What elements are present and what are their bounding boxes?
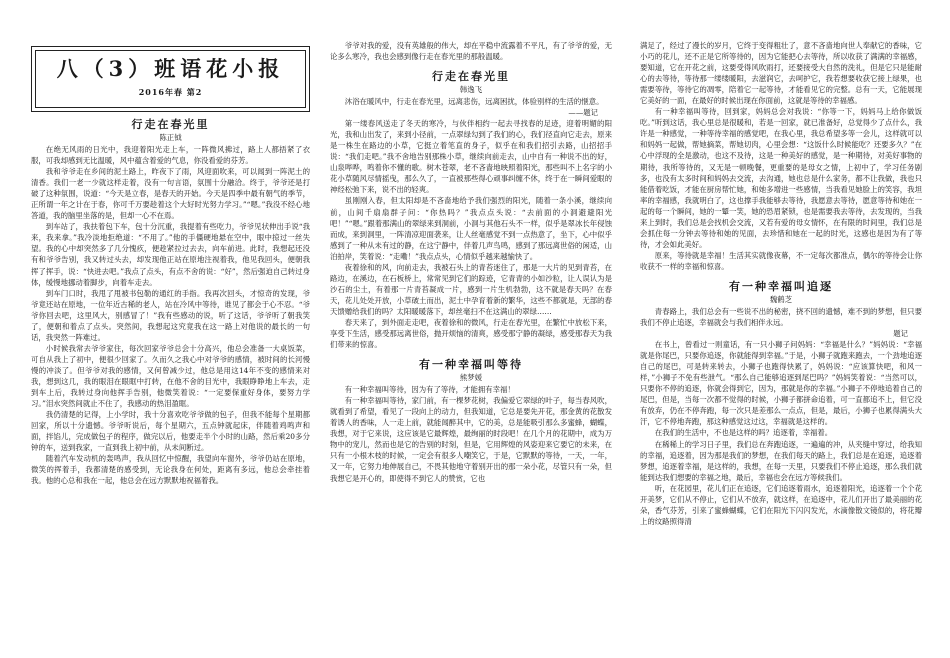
article-4-paragraph: 在我们的生活中，不也是这样的吗？追逐着，幸福着。 — [654, 428, 833, 438]
article-2-paragraph: 第一缕春风送走了冬天的寒冷，与伙伴相约一起去寻找春的足迹，迎着明媚的阳光，我和山出发了，来到小径前，一点翠绿勾到了我们的心，我们径直向它走去，原来是一株生在路边的小草，它挺立着笔直的身子，似乎在和我们招引去路，山招招手说：“我们走吧。”我不舍地告别那株小草，继续向前走去，山中自有一种说不出的好，山泉哔哗，鸣着你不懂的歌。树木苍翠，老不吝啬地映照着阳光，那些叫不上名字的小花小草随风尽情摇曳，那么久了，一直被那些得心顽事纠缠不休，终于在一瞬间爱眼的神经松弛下来，说不出的轻爽。 — [330, 119, 612, 195]
article-1-paragraph: 到车门口时，我甩了甩被书包勒的通红的手指。我再次回头，才惊奇的发现，爷爷竟还站在原地，一位年近古稀的老人，站在冷风中等待，谁见了都会于心不忍。“爷爷你回去吧，这里风大，别感冒了！”我有些感动的说，听了这话，爷爷听了朝我笑了，便朝和着点了点头。突然间，我想起这究竟我在这一路上对他说的最长的一句话，我突然一阵难过。 — [31, 288, 310, 342]
article-3-paragraph: 有一种幸福叫等待，因为有了等待，才能拥有幸福！ — [344, 385, 515, 395]
article-3-paragraph: 有一种幸福叫等待，家门前，有一棵梦花树，我偏爱它翠绿的叶子，每当春风吹，就看到了希望，看见了一段向上的动力，但我知道，它总是要先开花，那金黄的花散发着诱人的香味，人一走上前，就能闻醉其中，它的美，总是能吸引那么多蜜蜂，蝴蝶，我想，对于它来说，这应该是它最辉煌，最绚丽的时段吧！在几个月的花期中，成为万物中的宠儿，然而也是它的告别的时刻，但是，它用辉煌的风姿迎来它要它的未来，在只有一小根木枝的时候，一定会有很多人嘲笑它，于是，它默默的等待，一天，一年，又一年，它努力地伸展自己，不畏其他地守着别开出的那一朵小花，尽管只有一朵，但我想它是开心的，即使得不到它人的赞赏，它也 — [330, 396, 612, 483]
article-1-title: 行走在春光里 — [131, 118, 210, 131]
article-1-continuation: 爷爷对我的爱，没有英雄般的伟大，却在平稳中流露着不平凡，有了爷爷的爱，无论多么寒冷，我也会感到像行走在春光里的那般温暖。 — [330, 41, 612, 62]
article-1-paragraph: 随着汽车发动机的轰鸣声，我从回忆中惊醒，我望向车窗外，爷爷仍站在原地，微笑的挥着手，我都清楚的感受到，无论我身在何处，距离有多远，他总会牵挂着我。他的心总和我在一起，他总会在远方默默地祝福着我。 — [31, 454, 310, 486]
column-3 — [640, 40, 922, 648]
article-1-paragraph: 到车站了，我扶着包下车，包十分沉重，我提着有些吃力，爷爷见状伸出手说“我来，我来拿。”我冷淡地拒绝道：“不用了。”他的手僵硬地悬在空中，眼中掠过一丝失望。我的心中却突然多了几分愧疚，便趁紧拉过去去，向车前进。此时，我想起还没有和爷爷告别，我又转过头去，却发现他正站在原地注视着我，他见我回头，便朝我挥了挥手，说：“快进去吧。”我点了点头，有点不舍的说：“好”，然后强迫自己转过身体，缓慢地挪动着脚步，向着车走去。 — [31, 222, 310, 287]
article-2-paragraph: 夜着徐和的风，向前走去，我被石头上的青苔迷住了，那是一大片的见到青苔，在路边，在溪边，在石板桥上，常常见到它们的踪迹，它青青的小如沙粒，让人误认为是沙石的尘土，有着那一片青苔凝成一片，感到一片生机勃勃，这不就是春天吗？在春天，花儿处处开放，小草破土而出，泥土中孕育着新的繁华，这些不都就是，无部的春天馈赠给我们的吗？太阳暖暖落下，却丝毫扫不在这满山的翠绿…… — [330, 262, 612, 316]
newspaper-title: 八（3）班语花小报 — [56, 56, 285, 81]
article-4-paragraph: 在书上，曾看过一则童话，有一只小狮子问妈妈：“幸福是什么？”妈妈说：“幸福就是你尾巴，只要你追逐，你就能得到幸福。”于是，小狮子就跑来跑去，一个劲地追逐自己的尾巴，可是转来转去，小狮子也跑得快累了，妈妈说：“应该算快吧，和风一样，”小狮子不免有些泄气。“那么自己能够追逐到尾巴吗？”妈妈笑着说：“当然可以，只要你不停的追逐，你就会得到它，因为，那就是你的幸福。”小狮子不停地追着自己的尾巴，但是，当每一次都不觉得的时候，小狮子都拼命追着，可一直都追不上，但它没有放弃，仍在不停奔跑，每一次只是差那么一点点，但是，最后，小狮子也累得满头大汗，它不停地奔跑，那这种感觉这过这，幸福就是这样的。 — [640, 340, 922, 427]
article-2-paragraph: 春天来了，到外面走走吧，夜着徐和的微风，行走在春光里，在繁忙中放松下来，享受下生活，感受那远离世俗，抛开烦恼的清爽，感受那宁静的凝绿，感受那春天为我们带来的惊喜。 — [330, 317, 612, 350]
article-4-paragraph: 在稀稀上的学习日子里，我们总在奔跑追逐，一遍遍的冲，从夹缝中穿过，给我知的幸福，追逐着，因为那是我们的梦想，在我们每天的路上，我们总是在追逐，追逐着梦想，追逐着幸福，是这样的，我想，在每一天里，只要我们不停止追逐，那么我们就能到达我们想要的幸福之地，最后，幸福也会在远方等候我们。 — [640, 439, 922, 482]
article-1-author: 陈正钺 — [159, 133, 182, 142]
article-2-signoff: ——题记 — [568, 108, 598, 118]
article-1-paragraph: 在绝无风雨的日光中，我迎着阳光走上车，一阵微风拂过，路上人都捂紧了衣服，可我却感到无比温暖，风中蕴含着爱的气息，你没看爱的芬芳。 — [31, 145, 310, 166]
article-1-paragraph: 我和爷爷走在乡间的泥土路上，昨夜下了雨，风迎面吹来，可以闻到一阵泥土的清香。我们一老一少就这样走着，没有一句言语，氛围十分融洽。终于，爷爷还是打破了这种氛围，说道：“今天是立春，是春天的开始。今天是四季中最有朝气的季节，正所谓一年之计在于春，你可千万要趁着这个大好时光努力学习。”“嗯。”我没不经心地答道，我的脑里坐落的是，但却一心不在焉。 — [31, 167, 310, 221]
article-2-author: 韩逸飞 — [459, 85, 483, 95]
article-4-title: 有一种幸福叫追逐 — [729, 279, 833, 293]
column-2 — [330, 40, 612, 648]
issue-line: 2016年春 第2 — [138, 87, 203, 97]
article-3-paragraph: 原来，等待就是幸福！生活其实就像夜幕，不一定每次都准点，偶尔的等待会让你收获不一样的幸福和惊喜。 — [640, 250, 922, 271]
article-4-signoff: 题记 — [893, 329, 908, 339]
article-2-paragraph: 虽刚刚入春，但太阳却是不吝啬地给予我们强烈的阳光，随着一条小溪，继续向前，山间千扇扇群子问：“你热吗？”我点点头说：“去前面的小洞避避阳光吧！”“嗯。”跟着那满山的翠绿来到洞前，小洞与其他石头不一样，似乎是翠冰长年侵蚀而成，来到洞里，一阵清凉迎面袭来，让人丝毫感觉不到一点热意了，坐下，心中似乎感到了一种从未有过的静，在这宁静中，伴着几声鸟鸣，感到了那远离世俗的闲适，山泊拍岸，笑着说：“走嘞！”我点点头，心情似乎越来越愉快了。 — [330, 196, 612, 261]
article-3-title: 有一种幸福叫等待 — [419, 358, 523, 372]
article-3-paragraph: 有一种幸福叫等待，回到家，妈妈总会对我说：“你等一下，妈妈马上给你做饭吃。”听到这话，我心里总是很暖和，若是一回家，就已准备好，总觉得少了点什么，我许是一种感觉，一种等待幸福的感觉吧，在我心里，我总希望多等一会儿，这样就可以和妈妈一起做，帮她摘菜，帮她切肉，心里会想：“这饭什么时候能吃？还要多久？”在心中浮现的全是激动，也这不及待，这是一种美好的感觉，是一种期待，对美好事物的期待，我所等待的，又无是一顿晚餐，更重要的是母女之情，上初中了，学习任务剧多，也没有太多时间和妈妈去交流，去沟通，她也总是什么家务，都不让我做，我也只能借着吃饭，才能在厨房帮忙她，和她多增进一些感情，当我看见她脸上的笑容，我坦率的幸福感，我就明白了，这也撑手我能够去等待，我愿意去等待，愿意等待和她在一起的每一个瞬间，她的一颦一笑，她的恐眉紧锁，也是需要我去等待，去发现的，当我来上到时，我们总是会找机会交流，又若有爱的母女情怀，在有限的时间里，我们总是会抓住每一分钟去等待和她的见面，去珍惜和她在一起的时光，这感也是因为有了等待，才会如此美好。 — [640, 107, 922, 249]
article-3-continuation: 满足了，经过了漫长的岁月，它终于变得粗壮了，意不吝啬地向世人奉献它的香味，它小巧的花儿，还不正是它所等待的，因为它能把心去等待，所以收获了满满的幸福感，要知道，它在开花之前，这要受得风吹雨打，还要接受大自然的洗礼，但是它只是能耐心的去等待，等待那一缕缕暖阳，去滋润它，去呵护它，我若想要收获它接上绿果，也需要等待，等待它的凋零，陪着它一起等待，才能看见它的完整。总有一天，它能展现它美好的一面，在最好的时候出现在你面前，这就是等待的幸福感。 — [640, 41, 922, 106]
article-4-author: 魏鹤芝 — [769, 294, 793, 304]
article-4-paragraph: 听，在花园里，花儿们正在追逐，它们追逐着雨水，追逐着阳光，追逐着一个个花开美梦，它们从不停止，它们从不放弃，就这样，在追逐中，花儿们开出了最美丽的花朵，香气芬芳，引来了蜜蜂蝴蝶，它们在阳光下闪闪发光，水滴像散文镜似的，将花瓣上的纹路照得清 — [640, 483, 922, 526]
article-2-motto: 沐浴在暖风中，行走在春光里，远离悲伤，远离困扰，体验别样的生活的惬意。 — [344, 97, 604, 107]
article-4-motto: 青春路上，我们总会有一些说不出的秘密，挠不回的遗憾，难不到的梦想，但只要我们不停止追逐，幸福就会与我们相伴永远。 — [640, 306, 922, 328]
column-1 — [31, 46, 310, 646]
article-1-paragraph: 小时候我常去爷爷家住，每次回家爷爷总会十分高兴，他总会准备一大桌饭菜，可自从我上了初中，便很少回家了。久而久之我心中对爷爷的感情，被时间的长河慢慢的冲淡了。但爷爷对我的感情，又何曾减少过，他总是用这14年不变的感情来对我，想到这几，我的眼泪在眼眶中打转，在他不舍的目光中，我眼睁睁地上车去，走到车上后，我转过身向他挥手告别，他微笑着说：“一定要保重好身体，要努力学习。”泪水突然间就止不住了，我感动的热泪盈眶。 — [31, 343, 310, 409]
article-1-paragraph: 我仍清楚的记得，上小学时，我十分喜欢吃爷爷做的包子，但我不能每个星期都回家，所以十分遗憾。爷爷听说后，每个星期六，五点钟就起床，伴随着鸡鸣声和面，拌馅儿，完成做包子的程序，做完以后，他要走半个小时的山路，然后乘20多分钟的车，送到我家，一直到我上初中前，从未间断过。 — [31, 410, 310, 453]
article-3-author: 熊梦媛 — [459, 373, 483, 383]
article-1 — [31, 116, 310, 486]
article-2-title: 行走在春光里 — [432, 70, 510, 84]
